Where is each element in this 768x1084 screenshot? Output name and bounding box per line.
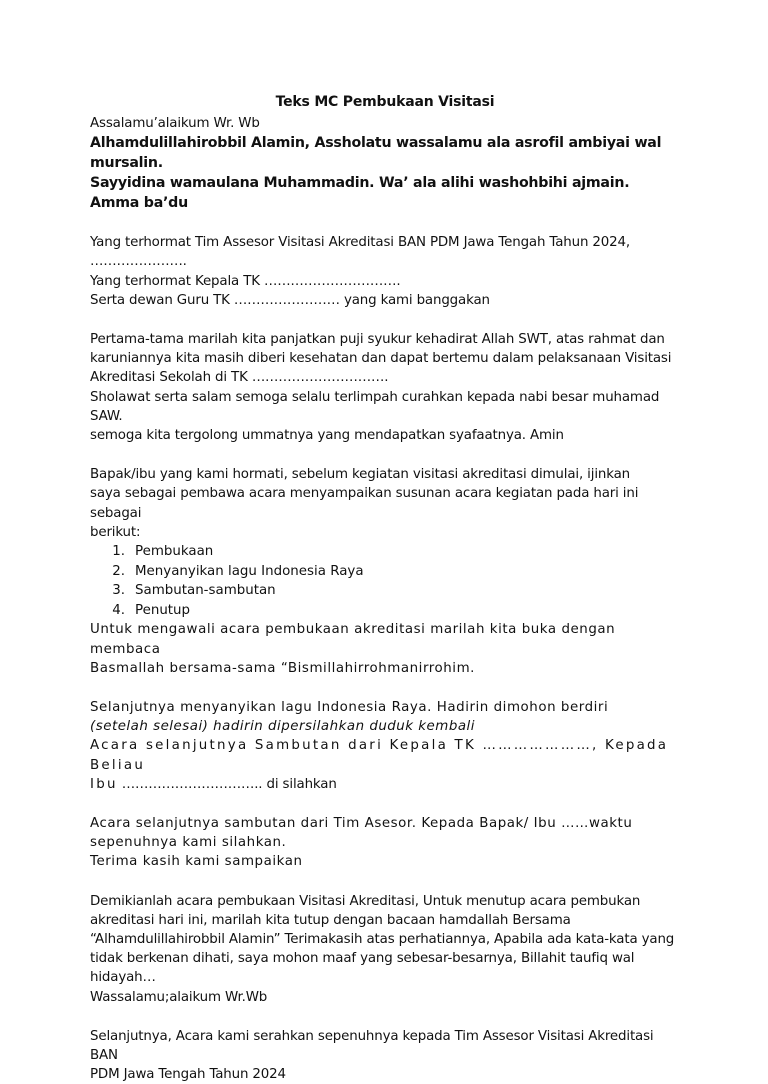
penutup-line-2: akreditasi hari ini, marilah kita tutup dengan bacaan hamdallah Bersama <box>90 912 571 928</box>
opening-line-2: Sayyidina wamaulana Muhammadin. Wa’ ala alihi washohbihi ajmain. Amma ba’du <box>90 175 630 212</box>
list-item-text: Sambutan-sambutan <box>135 583 276 599</box>
list-item-text: Menyanyikan lagu Indonesia Raya <box>135 563 364 579</box>
lagu-line-1: Selanjutnya menyanyikan lagu Indonesia Raya. Hadirin dimohon berdiri <box>90 700 609 716</box>
susunan-line-1: Bapak/ibu yang kami hormati, sebelum kegiatan visitasi akreditasi dimulai, ijinkan <box>90 467 630 483</box>
list-item <box>90 562 680 582</box>
greeting-line-1: Yang terhormat Tim Assesor Visitasi Akreditasi BAN PDM Jawa Tengah Tahun 2024, <box>90 235 630 251</box>
susunan-line-2: saya sebagai pembawa acara menyampaikan susunan acara kegiatan pada hari ini sebagai <box>90 486 639 521</box>
greeting-line-2: …………………. <box>90 254 187 270</box>
spacer <box>90 310 680 330</box>
penutup-line-5: Wassalamu;alaikum Wr.Wb <box>90 989 268 1005</box>
list-item-text: Penutup <box>135 602 191 618</box>
list-item <box>90 581 680 601</box>
syukur-line-1: Pertama-tama marilah kita panjatkan puji syukur kehadirat Allah SWT, atas rahmat dan <box>90 332 665 348</box>
list-item <box>90 601 680 621</box>
greeting-line-4: Serta dewan Guru TK …………………… yang kami banggakan <box>90 292 490 308</box>
opening-line-1: Alhamdulillahirobbil Alamin, Assholatu wassalamu ala asrofil ambiyai wal mursalin. <box>90 135 662 172</box>
list-item-number: 1. <box>112 544 125 560</box>
syukur-line-4: Sholawat serta salam semoga selalu terlimpah curahkan kepada nabi besar muhamad SAW. <box>90 389 660 424</box>
syukur-line-2: karuniannya kita masih diberi kesehatan dan dapat bertemu dalam pelaksanaan Visitasi <box>90 351 672 367</box>
asesor-line-1: Acara selanjutnya sambutan dari Tim Asesor. Kepada Bapak/ Ibu ……waktu <box>90 816 633 832</box>
document-body <box>90 92 680 1084</box>
penutup-line-3: “Alhamdulillahirobbil Alamin” Terimakasih atas perhatiannya, Apabila ada kata-kata yang <box>90 932 675 948</box>
list-item-number: 2. <box>112 563 125 579</box>
asesor-line-2: sepenuhnya kami silahkan. <box>90 835 287 851</box>
lagu-line-4 <box>90 775 680 794</box>
opening-salam: Assalamu’alaikum Wr. Wb <box>90 116 260 131</box>
spacer <box>90 213 680 233</box>
greeting-line-3: Yang terhormat Kepala TK …………………………. <box>90 273 401 289</box>
lagu-line-4-ibu: Ibu <box>90 776 118 792</box>
lagu-line-4-rest: ………………………….. di silahkan <box>117 776 337 792</box>
document-title: Teks MC Pembukaan Visitasi <box>275 94 495 110</box>
list-item <box>90 542 680 562</box>
list-item-number: 4. <box>112 602 125 618</box>
syukur-line-5: semoga kita tergolong ummatnya yang mendapatkan syafaatnya. Amin <box>90 428 564 444</box>
penutup-line-1: Demikianlah acara pembukaan Visitasi Akreditasi, Untuk menutup acara pembukan <box>90 893 641 909</box>
spacer <box>90 445 680 465</box>
syukur-line-3: Akreditasi Sekolah di TK …………………………. <box>90 370 389 386</box>
program-list <box>90 542 680 620</box>
list-item-text: Pembukaan <box>135 544 214 560</box>
lagu-line-3: Acara selanjutnya Sambutan dari Kepala TK …………………, Kepada Beliau <box>90 738 669 773</box>
basmallah-line-2: Basmallah bersama-sama “Bismillahirrohmanirrohim. <box>90 660 475 676</box>
akhir-line-1: Selanjutnya, Acara kami serahkan sepenuhnya kepada Tim Assesor Visitasi Akreditasi BAN <box>90 1028 654 1064</box>
spacer <box>90 794 680 814</box>
penutup-line-4: tidak berkenan dihati, saya mohon maaf yang sebesar-besarnya, Billahit taufiq wal hidayah… <box>90 951 635 986</box>
asesor-line-3: Terima kasih kami sampaikan <box>90 854 303 870</box>
list-item-number: 3. <box>112 583 125 599</box>
spacer <box>90 678 680 698</box>
lagu-line-2: (setelah selesai) hadirin dipersilahkan duduk kembali <box>90 719 475 735</box>
basmallah-line-1: Untuk mengawali acara pembukaan akreditasi marilah kita buka dengan membaca <box>90 622 616 657</box>
akhir-line-2: PDM Jawa Tengah Tahun 2024 <box>90 1067 286 1083</box>
susunan-line-3: berikut: <box>90 524 141 540</box>
spacer <box>90 872 680 892</box>
